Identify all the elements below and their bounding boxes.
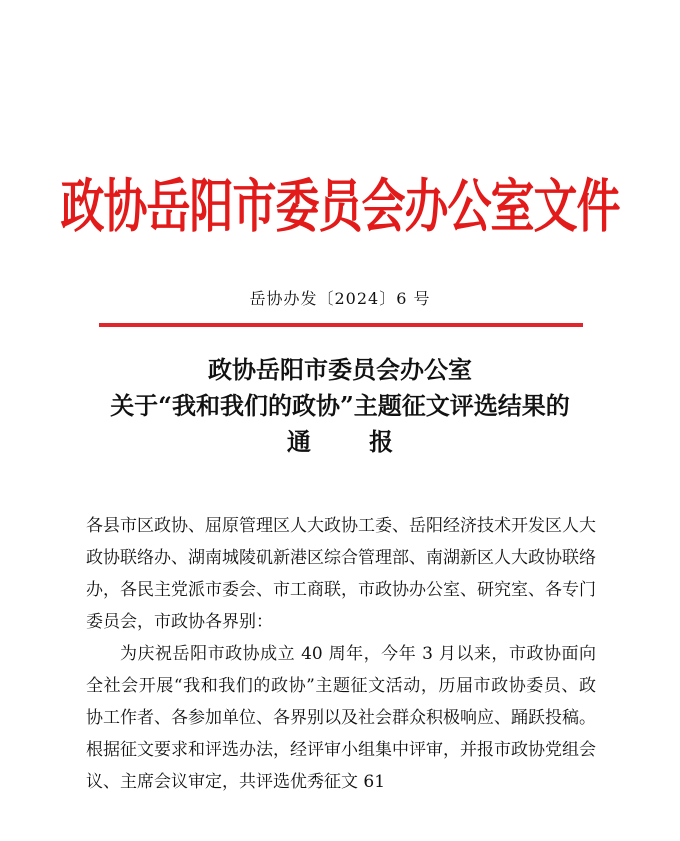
title-line-1: 政协岳阳市委员会办公室 (208, 355, 472, 384)
red-separator-line (99, 323, 583, 327)
body-paragraph-1: 为庆祝岳阳市政协成立 40 周年，今年 3 月以来，市政协面向全社会开展“我和我们的政协”主题征文活动，历届市政协委员、政协工作者、各参加单位、各界别以及社会群众积极响应、踊跃投稿。根据征文要求和评选办法，经评审小组集中评审，并报市政协党组会议、主席会议审定，共评选优秀征文 61 (86, 644, 596, 792)
title-line-2: 关于“我和我们的政协”主题征文评选结果的 (110, 391, 570, 420)
document-body (86, 510, 596, 798)
document-title (0, 352, 680, 460)
title-line-3: 通 报 (286, 427, 394, 456)
salutation-paragraph: 各县市区政协、屈原管理区人大政协工委、岳阳经济技术开发区人大政协联络办、湖南城陵矶新港区综合管理部、南湖新区人大政协联络办，各民主党派市委会、市工商联，市政协办公室、研究室、各专门委员会，市政协各界别： (86, 516, 596, 632)
document-number: 岳协办发〔2024〕6 号 (249, 289, 431, 308)
document-header-title: 政协岳阳市委员会办公室文件 (60, 174, 620, 241)
title-line-3-wrapper (0, 424, 680, 460)
